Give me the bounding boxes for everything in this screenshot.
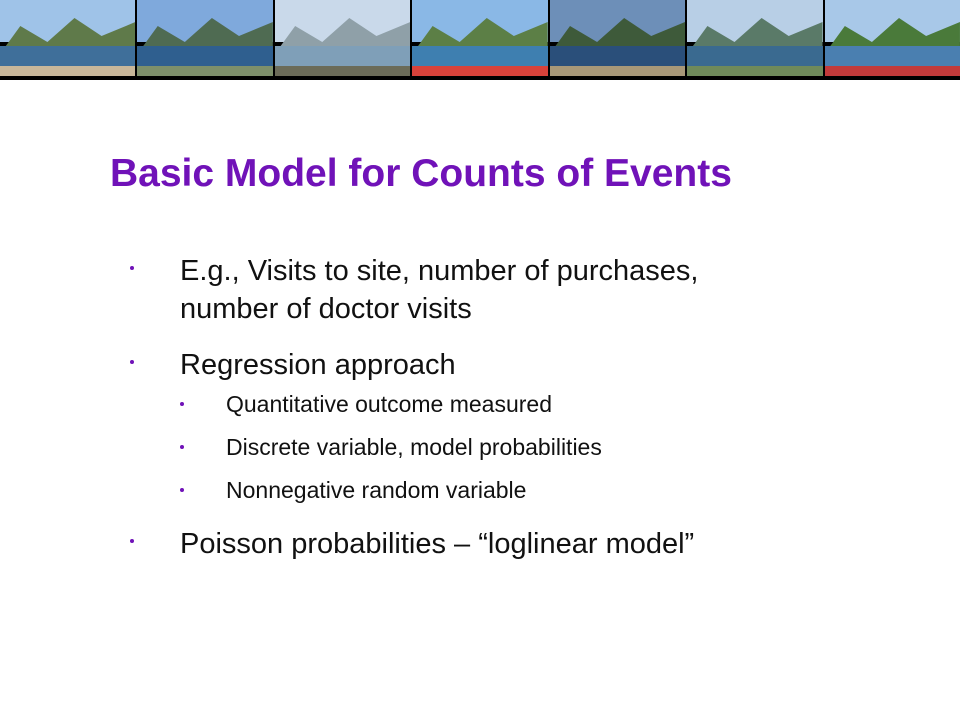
sub-bullet-list: [180, 390, 890, 505]
bullet-text: Regression approach: [180, 349, 456, 381]
sub-bullet-text: Discrete variable, model probabilities: [226, 434, 602, 460]
cloudy-lake-photo: [687, 0, 822, 76]
slide-title: Basic Model for Counts of Events: [110, 152, 732, 195]
bullet-dot-icon: [130, 539, 134, 543]
sub-bullet-item: [180, 433, 890, 462]
sub-bullet-dot-icon: [180, 488, 184, 492]
bullet-item: [130, 346, 890, 505]
sub-bullet-text: Quantitative outcome measured: [226, 391, 553, 417]
bullet-dot-icon: [130, 266, 134, 270]
bullet-text: E.g., Visits to site, number of purchases, number of doctor visits: [180, 255, 699, 325]
lakeside-promenade-photo: [275, 0, 410, 76]
lake-valley-photo: [137, 0, 272, 76]
hilltop-castle-photo: [0, 0, 135, 76]
mountain-bay-photo: [550, 0, 685, 76]
photo-banner: [0, 0, 960, 80]
bullet-item: [130, 525, 890, 563]
flower-garden-photo: [412, 0, 547, 76]
tree-lined-path-photo: [825, 0, 960, 76]
sub-bullet-item: [180, 476, 890, 505]
bullet-text: Poisson probabilities – “loglinear model”: [180, 528, 695, 560]
sub-bullet-text: Nonnegative random variable: [226, 477, 527, 503]
sub-bullet-item: [180, 390, 890, 419]
bullet-list: [130, 252, 890, 563]
bullet-item: [130, 252, 700, 328]
sub-bullet-dot-icon: [180, 402, 184, 406]
bullet-dot-icon: [130, 360, 134, 364]
sub-bullet-dot-icon: [180, 445, 184, 449]
